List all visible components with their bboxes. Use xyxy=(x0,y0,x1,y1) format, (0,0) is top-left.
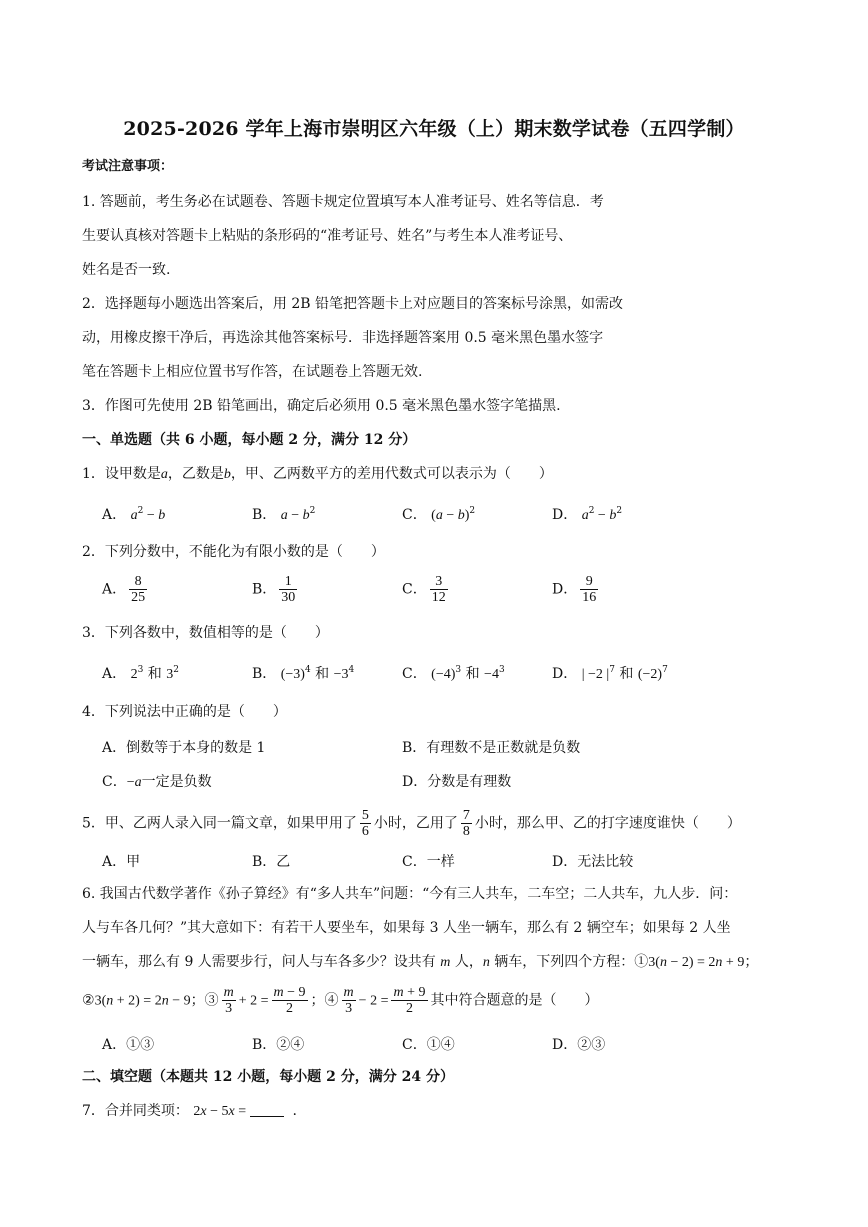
question-6-line: ②3(n + 2) = 2n − 9；③ $\frac{m}{3}$ + 2 = $\frac{m - 9}{2}$ ；④ $\frac{m}{3}$ − 2 = $\frac{m + 9}{2}$ 其中符合题意的是（ ） xyxy=(82,985,599,1016)
notice-line: 生要认真核对答题卡上粘贴的条形码的“准考证号、姓名”与考生本人准考证号、 xyxy=(82,228,573,244)
q4-option-c: C．−a一定是负数 xyxy=(102,774,212,790)
question-2-stem: 2．下列分数中，不能化为有限小数的是（ ） xyxy=(82,544,385,560)
q5-option-b: B．乙 xyxy=(252,854,291,870)
answer-blank[interactable] xyxy=(250,1102,284,1117)
question-1-stem: 1．设甲数是a，乙数是b，甲、乙两数平方的差用代数式可以表示为（ ） xyxy=(82,466,553,482)
q6-option-c: C．①④ xyxy=(402,1037,455,1053)
q4-option-d: D．分数是有理数 xyxy=(402,774,512,790)
section-heading: 一、单选题（共 6 小题，每小题 2 分，满分 12 分） xyxy=(82,432,417,448)
q5-option-a: A．甲 xyxy=(102,854,141,870)
notice-line: 1. 答题前，考生务必在试题卷、答题卡规定位置填写本人准考证号、姓名等信息．考 xyxy=(82,194,604,210)
q5-option-c: C．一样 xyxy=(402,854,455,870)
question-3-stem: 3．下列各数中，数值相等的是（ ） xyxy=(82,625,329,641)
q2-option-a: A． $\frac{8}{25}$ xyxy=(102,574,146,605)
question-6-line: 6. 我国古代数学著作《孙子算经》有“多人共车”问题：“今有三人共车，二车空；二人共车，九人步．问： xyxy=(82,886,738,902)
q5-option-d: D．无法比较 xyxy=(552,854,634,870)
q6-option-d: D．②③ xyxy=(552,1037,606,1053)
question-5-stem: 5．甲、乙两人录入同一篇文章，如果甲用了 $\frac{5}{6}$ 小时，乙用了 $\frac{7}{8}$ 小时，那么甲、乙的打字速度谁快（ ） xyxy=(82,808,741,839)
q4-option-a: A．倒数等于本身的数是 1 xyxy=(102,740,266,756)
notice-line: 笔在答题卡上相应位置书写作答，在试题卷上答题无效. xyxy=(82,364,423,380)
q6-option-b: B．②④ xyxy=(252,1037,305,1053)
notice-line: 2．选择题每小题选出答案后，用 2B 铅笔把答题卡上对应题目的答案标号涂黑，如需改 xyxy=(82,296,624,312)
q4-option-b: B．有理数不是正数就是负数 xyxy=(402,740,581,756)
q1-option-a: A． $a^2 - b$ xyxy=(102,506,166,523)
notice-line: 姓名是否一致. xyxy=(82,262,171,278)
q3-option-a: A． $2^3$ 和 $3^2$ xyxy=(102,665,179,682)
exam-title: 2025-2026 学年上海市崇明区六年级（上）期末数学试卷（五四学制） xyxy=(123,118,745,140)
question-6-line: 人与车各几何？”其大意如下：有若干人要坐车，如果每 3 人坐一辆车，那么有 2 辆空车；如果每 2 人坐 xyxy=(82,920,731,936)
q3-option-c: C． $(-4)^3$ 和 $-4^3$ xyxy=(402,665,505,682)
notice-line: 动，用橡皮擦干净后，再选涂其他答案标号．非选择题答案用 0.5 毫米黑色墨水签字 xyxy=(82,330,604,346)
section-heading: 二、填空题（本题共 12 小题，每小题 2 分，满分 24 分） xyxy=(82,1069,454,1085)
question-7-stem: 7．合并同类项： 2x − 5x = . xyxy=(82,1103,297,1119)
question-4-stem: 4．下列说法中正确的是（ ） xyxy=(82,704,287,720)
q6-option-a: A．①③ xyxy=(102,1037,155,1053)
q2-option-d: D． $\frac{9}{16}$ xyxy=(552,574,597,605)
q1-option-c: C． $(a - b)^2$ xyxy=(402,506,476,523)
question-6-line: 一辆车，那么有 9 人需要步行，问人与车各多少？设共有 m 人，n 辆车，下列四个方程：①3(n − 2) = 2n + 9； xyxy=(82,954,759,970)
notice-line: 3．作图可先使用 2B 铅笔画出，确定后必须用 0.5 毫米黑色墨水签字笔描黑. xyxy=(82,398,561,414)
q3-option-b: B． $(-3)^4$ 和 $-3^4$ xyxy=(252,665,355,682)
q1-option-b: B． $a - b^2$ xyxy=(252,506,316,523)
notice-heading: 考试注意事项： xyxy=(82,159,174,174)
q1-option-d: D． $a^2 - b^2$ xyxy=(552,506,623,523)
q3-option-d: D． | −2 $|^7$ 和 $(-2)^7$ xyxy=(552,665,668,682)
q2-option-b: B． $\frac{1}{30}$ xyxy=(252,574,296,605)
q2-option-c: C． $\frac{3}{12}$ xyxy=(402,574,446,605)
